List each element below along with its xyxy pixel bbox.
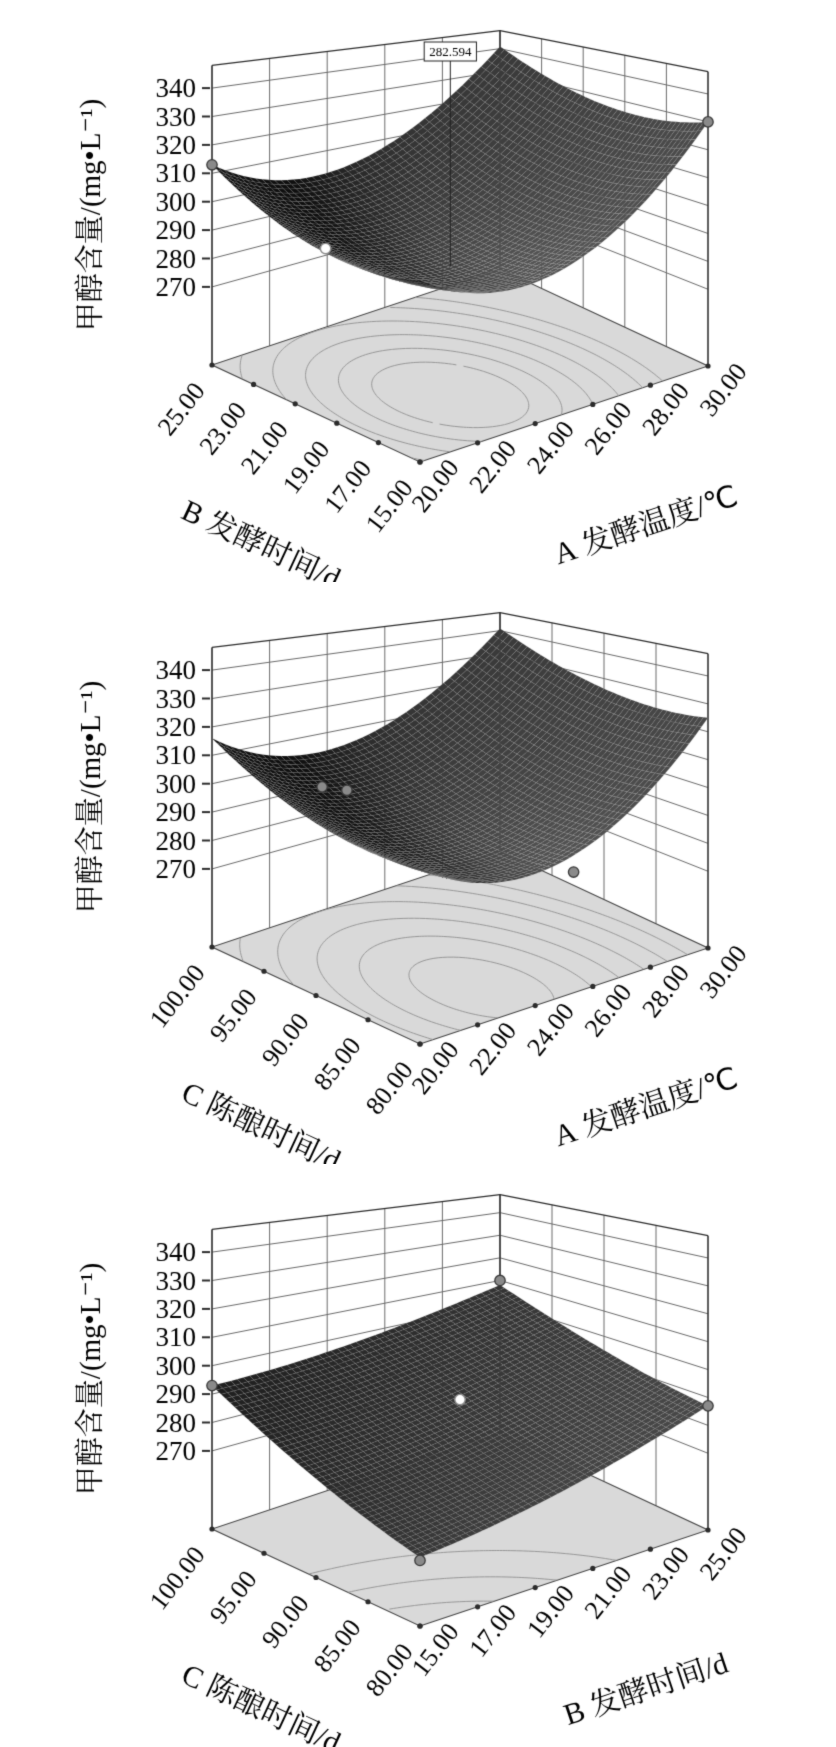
surface-plot-methanol-vs-aging-time-and-temperature — [0, 582, 836, 1164]
figure-panel-b-vs-a — [0, 0, 836, 582]
surface-plot-methanol-vs-aging-time-and-fermentation-time — [0, 1164, 836, 1747]
figure-panel-c-vs-a — [0, 582, 836, 1164]
surface-plot-methanol-vs-fermentation-time-and-temperature — [0, 0, 836, 582]
figure-panel-c-vs-b — [0, 1164, 836, 1746]
